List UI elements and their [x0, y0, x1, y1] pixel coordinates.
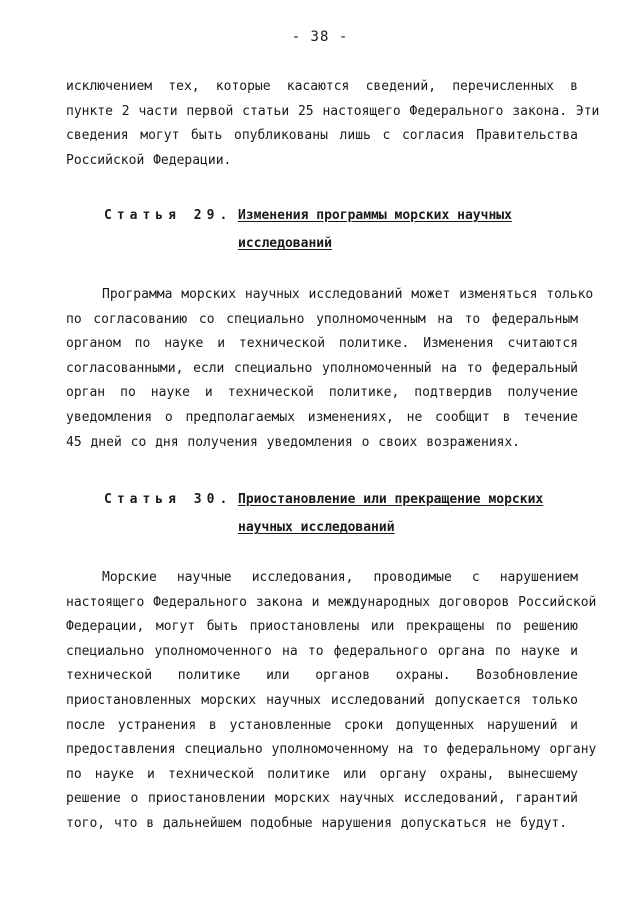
article-30-line: по науке и технической политике или органу охраны, вынесшему: [66, 766, 578, 782]
article-29-title-line: Изменения программы морских научных: [238, 208, 512, 223]
intro-line: пункте 2 части первой статьи 25 настоящего Федерального закона. Эти: [66, 103, 600, 119]
article-30-line: решение о приостановлении морских научных исследований, гарантий: [66, 791, 578, 807]
article-30-line: технической политике или органов охраны. Возобновление: [66, 668, 578, 684]
article-30-line: после устранения в установленные сроки допущенных нарушений и: [66, 717, 578, 733]
article-30-body: [66, 566, 597, 837]
article-30-line: того, что в дальнейшем подобные нарушения допускаться не будут.: [66, 815, 568, 831]
intro-paragraph: [66, 75, 600, 173]
article-29-line: по согласованию со специально уполномоченным на то федеральным: [66, 311, 578, 327]
article-29-label: Статья 29.: [104, 208, 233, 223]
article-30-line: приостановленных морских научных исследований допускается только: [66, 692, 578, 708]
article-29-body: [66, 283, 594, 455]
article-29-line: органом по науке и технической политике. Изменения считаются: [66, 336, 578, 352]
article-30-line: Морские научные исследования, проводимые с нарушением: [102, 570, 578, 585]
page-number: - 38 -: [291, 29, 349, 45]
article-29-line: 45 дней со дня получения уведомления о своих возражениях.: [66, 434, 521, 450]
article-30-line: Федерации, могут быть приостановлены или прекращены по решению: [66, 619, 578, 635]
article-30-line: предоставления специально уполномоченному на то федеральному органу: [66, 742, 597, 758]
article-29-line: Программа морских научных исследований может изменяться только: [102, 287, 594, 302]
article-30-heading: [104, 486, 578, 542]
intro-line: сведения могут быть опубликованы лишь с согласия Правительства: [66, 128, 578, 144]
article-29-heading: [104, 202, 578, 258]
article-30-title-line: научных исследований: [238, 520, 395, 535]
intro-line: исключением тех, которые касаются сведений, перечисленных в: [66, 79, 578, 94]
article-30-title-line: Приостановление или прекращение морских: [238, 492, 544, 507]
article-29-title-line: исследований: [238, 236, 332, 251]
intro-line: Российской Федерации.: [66, 152, 232, 168]
article-30-label: Статья 30.: [104, 492, 233, 507]
article-29-line: согласованными, если специально уполномоченный на то федеральный: [66, 360, 578, 376]
article-30-line: специально уполномоченного на то федерального органа по науке и: [66, 643, 578, 659]
article-30-line: настоящего Федерального закона и международных договоров Российской: [66, 594, 597, 610]
article-29-line: орган по науке и технической политике, подтвердив получение: [66, 385, 578, 401]
article-29-line: уведомления о предполагаемых изменениях, не сообщит в течение: [66, 409, 578, 425]
